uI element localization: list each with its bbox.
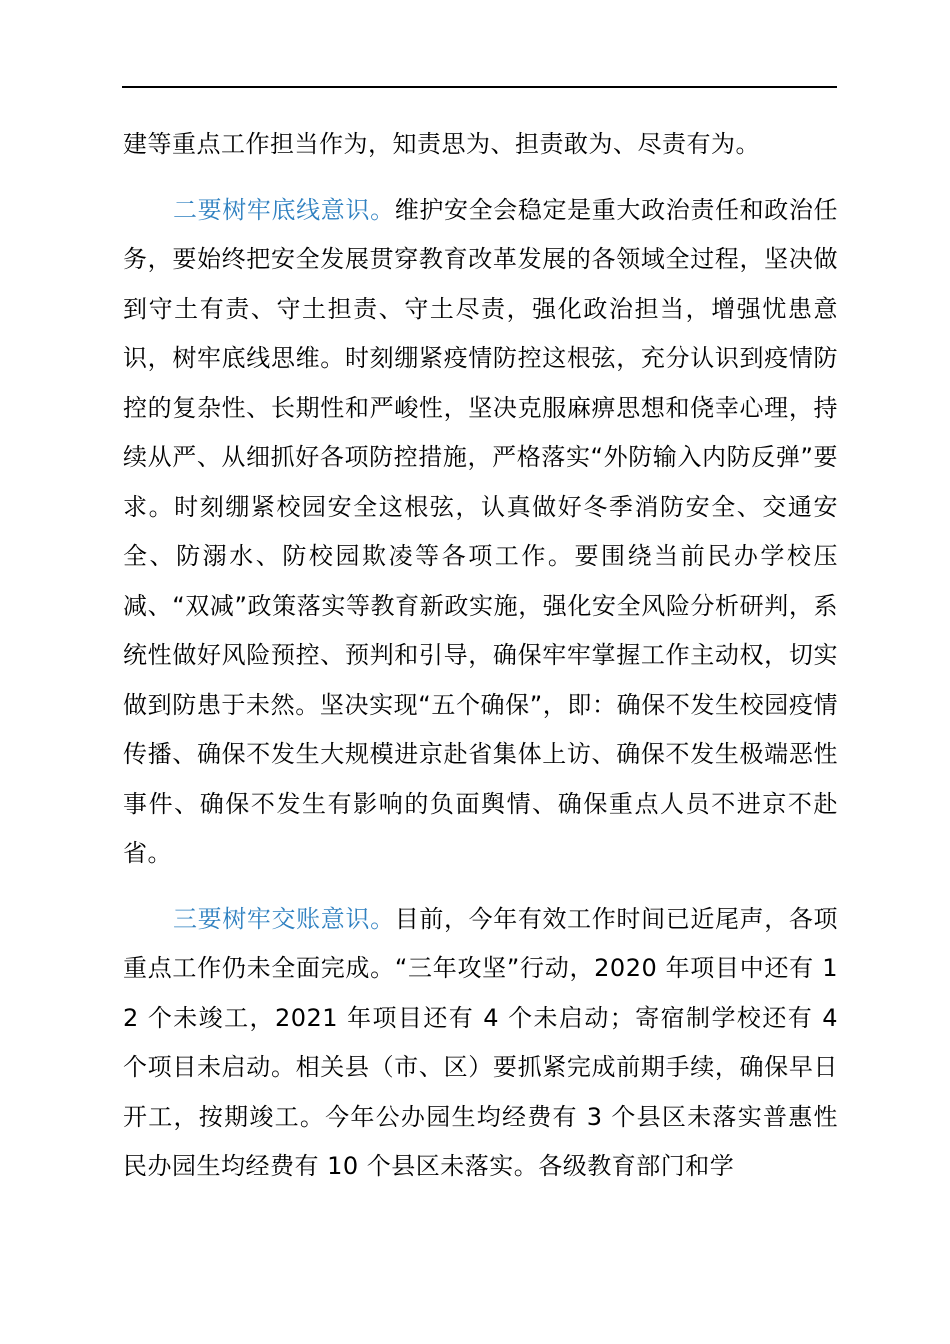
header-rule [122,86,837,88]
paragraph-2-heading: 二要树牢底线意识。 [173,195,395,224]
document-body [123,120,838,1192]
paragraph-1 [123,120,838,170]
paragraph-1-text: 建等重点工作担当作为，知责思为、担责敢为、尽责有为。 [123,130,760,158]
paragraph-3-text: 目前，今年有效工作时间已近尾声，各项重点工作仍未全面完成。“三年攻坚”行动，2020 年项目中还有 12 个未竣工，2021 年项目还有 4 个未启动；寄宿制学校还有 4 个项目未启动。相关县（市、区）要抓紧完成前期手续，确保早日开工，按期竣工。今年公办园生均经费有 3 个县区未落实普惠性民办园生均经费有 10 个县区未落实。各级教育部门和学 [123,904,839,1180]
paragraph-2 [123,186,838,879]
paragraph-2-text: 维护安全会稳定是重大政治责任和政治任务，要始终把安全发展贯穿教育改革发展的各领域全过程，坚决做到守土有责、守土担责、守土尽责，强化政治担当，增强忧患意识，树牢底线思维。时刻绷紧疫情防控这根弦，充分认识到疫情防控的复杂性、长期性和严峻性，坚决克服麻痹思想和侥幸心理，持续从严、从细抓好各项防控措施，严格落实“外防输入内防反弹”要求。时刻绷紧校园安全这根弦，认真做好冬季消防安全、交通安全、防溺水、防校园欺凌等各项工作。要围绕当前民办学校压减、“双减”政策落实等教育新政实施，强化安全风险分析研判，系统性做好风险预控、预判和引导，确保牢牢掌握工作主动权，切实做到防患于未然。坚决实现“五个确保”，即：确保不发生校园疫情传播、确保不发生大规模进京赴省集体上访、确保不发生极端恶性事件、确保不发生有影响的负面舆情、确保重点人员不进京不赴省。 [123,195,839,867]
paragraph-3 [123,895,838,1192]
paragraph-3-heading: 三要树牢交账意识。 [173,904,395,933]
